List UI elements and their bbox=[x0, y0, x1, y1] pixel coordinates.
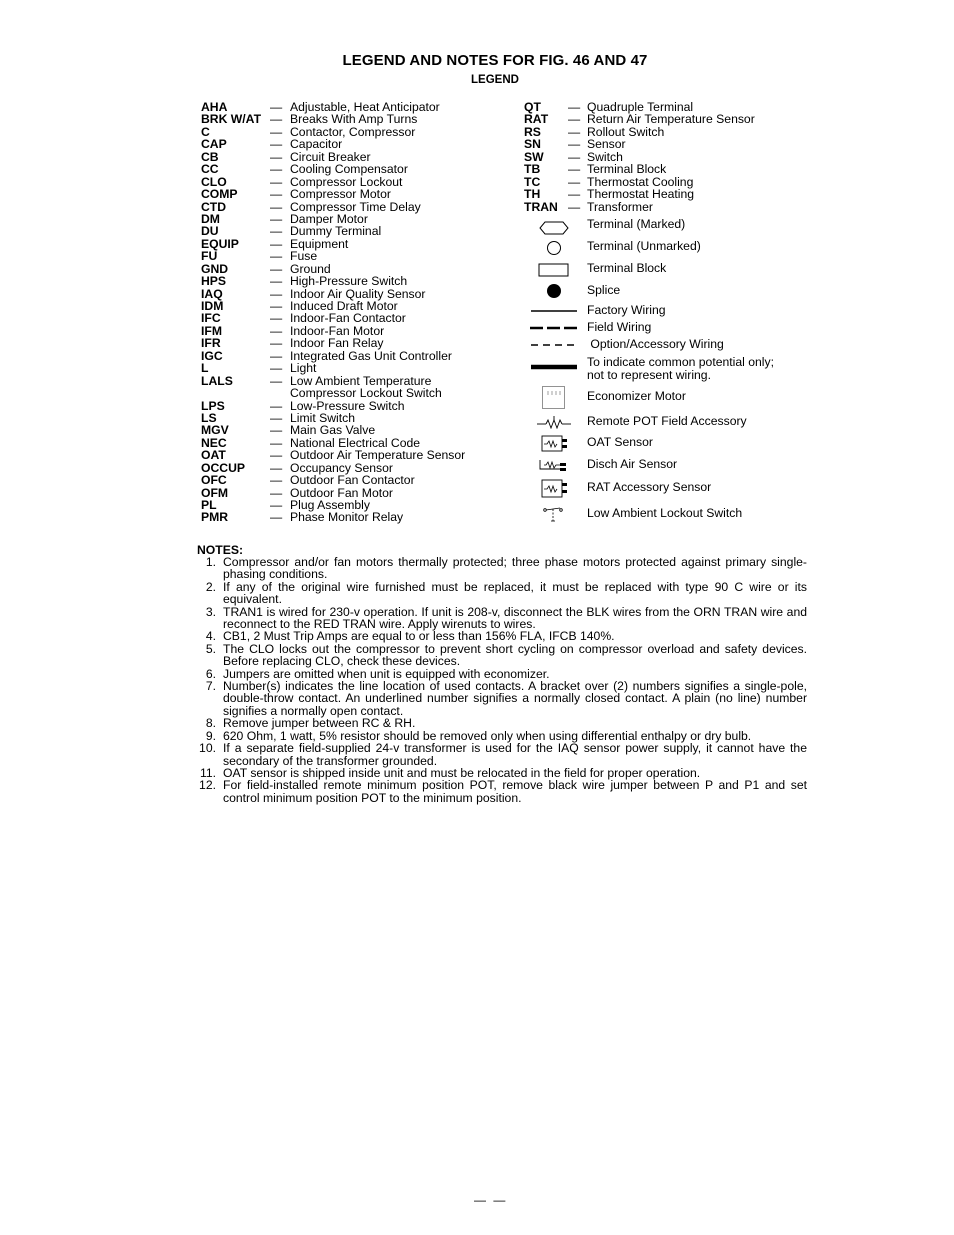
legend-row bbox=[201, 387, 511, 399]
legend-description: Induced Draft Motor bbox=[290, 299, 398, 313]
low-ambient-switch-icon bbox=[524, 505, 584, 525]
legend-row bbox=[201, 350, 511, 362]
legend-row bbox=[201, 275, 511, 287]
legend-row bbox=[201, 113, 511, 125]
legend-dash: — bbox=[270, 498, 283, 512]
legend-row bbox=[524, 201, 784, 213]
legend-description: Indoor-Fan Motor bbox=[290, 323, 385, 338]
symbol-factory-wiring bbox=[524, 304, 824, 318]
oat-sensor-label: OAT Sensor bbox=[587, 435, 653, 449]
note-text: If a separate field-supplied 24-v transformer is used for the IAQ sensor power supply, it cannot have the secondary of the transformer grounded. bbox=[223, 741, 807, 768]
option-wiring-icon bbox=[524, 338, 584, 352]
symbol-common-potential bbox=[524, 356, 824, 382]
note-text: 620 Ohm, 1 watt, 5% resistor should be removed only when using differential enthalpy or dry bulb. bbox=[223, 728, 752, 743]
disch-air-sensor-label: Disch Air Sensor bbox=[587, 457, 678, 471]
legend-code: IGC bbox=[201, 348, 223, 363]
legend-dash: — bbox=[270, 149, 283, 164]
legend-description: Quadruple Terminal bbox=[587, 100, 694, 114]
splice-icon bbox=[524, 283, 584, 299]
legend-code: EQUIP bbox=[201, 236, 239, 251]
terminal-unmarked-icon bbox=[524, 239, 584, 257]
legend-code: CB bbox=[201, 149, 219, 164]
legend-code: COMP bbox=[201, 187, 238, 202]
page-number: — — bbox=[474, 1193, 508, 1207]
legend-code: CTD bbox=[201, 199, 227, 214]
legend-description: Breaks With Amp Turns bbox=[290, 112, 418, 127]
legend-dash: — bbox=[270, 236, 283, 251]
common-potential-icon bbox=[524, 356, 584, 378]
legend-code: SN bbox=[524, 137, 541, 152]
note-number: 8. bbox=[205, 716, 216, 731]
terminal-block-icon bbox=[524, 262, 584, 278]
note-text: For field-installed remote minimum position POT, remove black wire jumper between P and P1 and set control minimum position POT to the minimum position. bbox=[223, 778, 807, 805]
legend-code: AHA bbox=[201, 100, 228, 114]
legend-dash: — bbox=[270, 174, 283, 189]
disch-air-sensor-icon bbox=[524, 457, 584, 473]
legend-dash: — bbox=[270, 410, 283, 425]
note-number: 9. bbox=[205, 728, 216, 743]
legend-dash: — bbox=[270, 224, 283, 239]
legend-description: Outdoor Fan Contactor bbox=[290, 473, 415, 488]
legend-right-column bbox=[524, 101, 784, 213]
remote-pot-icon bbox=[524, 414, 584, 430]
legend-row bbox=[201, 312, 511, 324]
legend-dash: — bbox=[270, 448, 283, 463]
legend-code: CC bbox=[201, 162, 219, 177]
legend-dash: — bbox=[568, 100, 581, 114]
legend-row bbox=[201, 238, 511, 250]
symbol-splice bbox=[524, 283, 824, 299]
legend-row bbox=[524, 163, 784, 175]
legend-row bbox=[201, 474, 511, 486]
symbol-remote-pot bbox=[524, 414, 824, 430]
note-number: 3. bbox=[205, 604, 216, 619]
note-text: Compressor and/or fan motors thermally protected; three phase motors protected against primary single-phasing conditions. bbox=[223, 555, 807, 582]
note-item bbox=[197, 630, 807, 642]
legend-dash: — bbox=[270, 423, 283, 438]
legend-description: Ground bbox=[290, 261, 331, 276]
legend-code: MGV bbox=[201, 423, 229, 438]
legend-row bbox=[201, 163, 511, 175]
legend-description: Outdoor Air Temperature Sensor bbox=[290, 448, 466, 463]
terminal-marked-label: Terminal (Marked) bbox=[587, 217, 686, 231]
legend-description: Thermostat Cooling bbox=[587, 174, 694, 189]
legend-description: Cooling Compensator bbox=[290, 162, 408, 177]
legend-row bbox=[201, 400, 511, 412]
symbol-option-wiring bbox=[524, 338, 824, 352]
legend-description: Phase Monitor Relay bbox=[290, 510, 404, 525]
legend-code: C bbox=[201, 124, 210, 139]
legend-code: GND bbox=[201, 261, 229, 276]
legend-row bbox=[524, 126, 784, 138]
legend-row bbox=[201, 225, 511, 237]
note-item bbox=[197, 779, 807, 804]
legend-dash: — bbox=[270, 373, 283, 388]
note-text: TRAN1 is wired for 230-v operation. If unit is 208-v, disconnect the BLK wires from the ORN TRAN wire and reconnect to the RED TRAN wire. Apply wirenuts to wires. bbox=[223, 604, 807, 632]
legend-description: Limit Switch bbox=[290, 410, 356, 425]
legend-code: IFM bbox=[201, 323, 222, 338]
legend-description: High-Pressure Switch bbox=[290, 274, 408, 289]
legend-code: BRK W/AT bbox=[201, 112, 262, 127]
legend-dash: — bbox=[568, 137, 581, 152]
legend-code: OCCUP bbox=[201, 460, 246, 475]
legend-code: DM bbox=[201, 211, 220, 226]
terminal-marked-icon bbox=[524, 218, 584, 238]
legend-code: IFC bbox=[201, 311, 221, 326]
field-wiring-label: Field Wiring bbox=[587, 320, 652, 334]
note-item bbox=[197, 643, 807, 668]
legend-code: OAT bbox=[201, 448, 226, 463]
legend-code: PMR bbox=[201, 510, 229, 525]
legend-description: Capacitor bbox=[290, 137, 343, 152]
legend-code: SW bbox=[524, 149, 544, 164]
legend-dash: — bbox=[270, 460, 283, 475]
note-item bbox=[197, 680, 807, 717]
note-text: CB1, 2 Must Trip Amps are equal to or less than 156% FLA, IFCB 140%. bbox=[223, 629, 615, 644]
legend-code: RAT bbox=[524, 112, 549, 127]
remote-pot-label: Remote POT Field Accessory bbox=[587, 414, 747, 428]
field-wiring-icon bbox=[524, 321, 584, 335]
legend-dash: — bbox=[568, 149, 581, 164]
legend-dash: — bbox=[270, 274, 283, 289]
terminal-unmarked-label: Terminal (Unmarked) bbox=[587, 239, 701, 253]
legend-row bbox=[201, 188, 511, 200]
legend-description: Indoor-Fan Contactor bbox=[290, 311, 406, 326]
symbol-field-wiring bbox=[524, 321, 824, 335]
legend-code: CLO bbox=[201, 174, 227, 189]
symbol-economizer-motor bbox=[524, 385, 824, 411]
legend-dash: — bbox=[270, 286, 283, 301]
legend-row bbox=[201, 449, 511, 461]
factory-wiring-icon bbox=[524, 304, 584, 318]
legend-code: IFR bbox=[201, 336, 221, 351]
legend-dash: — bbox=[568, 187, 581, 202]
legend-code: DU bbox=[201, 224, 219, 239]
legend-description: Main Gas Valve bbox=[290, 423, 376, 438]
legend-description: Indoor Fan Relay bbox=[290, 336, 384, 351]
note-number: 2. bbox=[205, 579, 216, 594]
notes-heading: NOTES: bbox=[197, 543, 244, 557]
legend-row bbox=[201, 250, 511, 262]
legend-description: Contactor, Compressor bbox=[290, 124, 416, 139]
legend-description: Terminal Block bbox=[587, 162, 667, 177]
legend-dash: — bbox=[568, 124, 581, 139]
legend-dash: — bbox=[270, 336, 283, 351]
legend-code: L bbox=[201, 361, 209, 376]
note-item bbox=[197, 742, 807, 767]
legend-row bbox=[201, 337, 511, 349]
legend-code: PL bbox=[201, 498, 217, 512]
legend-dash: — bbox=[270, 485, 283, 500]
legend-description: Compressor Time Delay bbox=[290, 199, 421, 214]
legend-description: Low-Pressure Switch bbox=[290, 398, 405, 413]
legend-description: Indoor Air Quality Sensor bbox=[290, 286, 426, 301]
factory-wiring-label: Factory Wiring bbox=[587, 303, 666, 317]
legend-description: Low Ambient Temperature bbox=[290, 373, 432, 388]
splice-label: Splice bbox=[587, 283, 621, 297]
legend-row bbox=[524, 188, 784, 200]
legend-code: LPS bbox=[201, 398, 225, 413]
note-text: If any of the original wire furnished must be replaced, it must be replaced with type 90 C wire or its equivalent. bbox=[223, 579, 807, 607]
note-number: 11. bbox=[199, 765, 216, 780]
note-number: 7. bbox=[205, 679, 216, 694]
symbol-oat-sensor bbox=[524, 434, 824, 454]
legend-description: National Electrical Code bbox=[290, 435, 421, 450]
legend-dash: — bbox=[270, 261, 283, 276]
legend-code: HPS bbox=[201, 274, 227, 289]
rat-accessory-sensor-icon bbox=[524, 478, 584, 500]
note-item bbox=[197, 581, 807, 606]
legend-row bbox=[201, 126, 511, 138]
rat-accessory-sensor-label: RAT Accessory Sensor bbox=[587, 480, 712, 494]
common-potential-label-2: not to represent wiring. bbox=[587, 367, 711, 382]
note-text: Jumpers are omitted when unit is equipped with economizer. bbox=[223, 666, 550, 681]
legend-dash: — bbox=[270, 124, 283, 139]
legend-description: Compressor Lockout bbox=[290, 174, 403, 189]
symbol-rat-accessory-sensor bbox=[524, 478, 824, 500]
legend-code: TH bbox=[524, 187, 541, 202]
legend-description: Return Air Temperature Sensor bbox=[587, 112, 755, 127]
legend-dash: — bbox=[270, 299, 283, 313]
legend-description: Occupancy Sensor bbox=[290, 460, 393, 475]
legend-dash: — bbox=[270, 112, 283, 127]
symbol-terminal-marked bbox=[524, 218, 824, 238]
legend-code: IAQ bbox=[201, 286, 223, 301]
legend-description: Fuse bbox=[290, 249, 318, 264]
legend-dash: — bbox=[270, 249, 283, 264]
note-number: 10. bbox=[199, 741, 216, 756]
legend-row bbox=[524, 138, 784, 150]
legend-row bbox=[201, 362, 511, 374]
legend-description: Light bbox=[290, 361, 317, 376]
legend-code: QT bbox=[524, 100, 541, 114]
option-wiring-label: Option/Accessory Wiring bbox=[587, 337, 724, 351]
symbol-terminal-block bbox=[524, 262, 824, 278]
legend-dash: — bbox=[270, 435, 283, 450]
legend-dash: — bbox=[568, 174, 581, 189]
low-ambient-switch-label: Low Ambient Lockout Switch bbox=[587, 506, 743, 520]
legend-code: LS bbox=[201, 410, 217, 425]
legend-dash: — bbox=[270, 361, 283, 376]
legend-dash: — bbox=[568, 162, 581, 177]
note-text: The CLO locks out the compressor to prevent short cycling on compressor overload and safety devices. Before replacing CLO, check these devices. bbox=[223, 641, 807, 669]
legend-code: RS bbox=[524, 124, 541, 139]
legend-description: Compressor Motor bbox=[290, 187, 391, 202]
note-text: OAT sensor is shipped inside unit and must be relocated in the field for proper operation. bbox=[223, 765, 701, 780]
terminal-block-label: Terminal Block bbox=[587, 261, 667, 275]
legend-description: Damper Motor bbox=[290, 211, 368, 226]
note-text: Remove jumper between RC & RH. bbox=[223, 716, 416, 731]
oat-sensor-icon bbox=[524, 434, 584, 454]
legend-description: Transformer bbox=[587, 199, 653, 214]
legend-dash: — bbox=[270, 348, 283, 363]
legend-dash: — bbox=[270, 211, 283, 226]
symbol-disch-air-sensor bbox=[524, 457, 824, 473]
note-number: 1. bbox=[205, 555, 216, 569]
legend-description: Integrated Gas Unit Controller bbox=[290, 348, 452, 363]
legend-description: Compressor Lockout Switch bbox=[290, 386, 442, 401]
legend-description: Sensor bbox=[587, 137, 626, 152]
note-number: 4. bbox=[205, 629, 216, 644]
legend-dash: — bbox=[270, 323, 283, 338]
legend-code: TRAN bbox=[524, 199, 558, 214]
note-number: 12. bbox=[199, 778, 216, 793]
legend-description: Outdoor Fan Motor bbox=[290, 485, 393, 500]
note-item bbox=[197, 606, 807, 631]
legend-description: Equipment bbox=[290, 236, 349, 251]
legend-dash: — bbox=[270, 187, 283, 202]
note-number: 5. bbox=[205, 641, 216, 656]
legend-code: FU bbox=[201, 249, 218, 264]
legend-code: NEC bbox=[201, 435, 227, 450]
legend-dash: — bbox=[270, 311, 283, 326]
legend-dash: — bbox=[270, 100, 283, 114]
legend-row bbox=[201, 138, 511, 150]
legend-dash: — bbox=[568, 112, 581, 127]
legend-code: CAP bbox=[201, 137, 227, 152]
legend-row bbox=[201, 511, 511, 523]
legend-description: Thermostat Heating bbox=[587, 187, 695, 202]
common-potential-label-1: To indicate common potential only; bbox=[587, 355, 774, 369]
legend-code: OFM bbox=[201, 485, 229, 500]
legend-code: LALS bbox=[201, 373, 233, 388]
note-text: Number(s) indicates the line location of used contacts. A bracket over (2) numbers signifies a single-pole, double-throw contact. An underlined number signifies a normally closed contact. A plain (no line) number signifies a normally open contact. bbox=[223, 679, 807, 718]
legend-dash: — bbox=[270, 162, 283, 177]
legend-code: TC bbox=[524, 174, 541, 189]
legend-code: IDM bbox=[201, 299, 224, 313]
legend-description: Dummy Terminal bbox=[290, 224, 382, 239]
notes-list bbox=[197, 556, 807, 804]
legend-subtitle: LEGEND bbox=[471, 74, 519, 86]
legend-left-column bbox=[201, 101, 511, 524]
legend-description: Adjustable, Heat Anticipator bbox=[290, 100, 440, 114]
legend-dash: — bbox=[270, 199, 283, 214]
legend-row bbox=[201, 424, 511, 436]
note-number: 6. bbox=[205, 666, 216, 681]
symbol-low-ambient-switch bbox=[524, 505, 824, 525]
legend-dash: — bbox=[270, 137, 283, 152]
economizer-motor-label: Economizer Motor bbox=[587, 389, 686, 403]
legend-description: Rollout Switch bbox=[587, 124, 665, 139]
legend-description: Plug Assembly bbox=[290, 498, 370, 512]
legend-code: TB bbox=[524, 162, 541, 177]
legend-dash: — bbox=[270, 473, 283, 488]
legend-row bbox=[524, 113, 784, 125]
legend-dash: — bbox=[568, 199, 581, 214]
legend-code: OFC bbox=[201, 473, 227, 488]
legend-dash: — bbox=[270, 398, 283, 413]
note-item bbox=[197, 717, 807, 729]
symbol-terminal-unmarked bbox=[524, 239, 824, 257]
note-item bbox=[197, 556, 807, 581]
legend-description: Switch bbox=[587, 149, 623, 164]
legend-dash: — bbox=[270, 510, 283, 525]
legend-description: Circuit Breaker bbox=[290, 149, 371, 164]
economizer-motor-icon bbox=[524, 385, 584, 411]
page-title: LEGEND AND NOTES FOR FIG. 46 AND 47 bbox=[342, 52, 648, 69]
